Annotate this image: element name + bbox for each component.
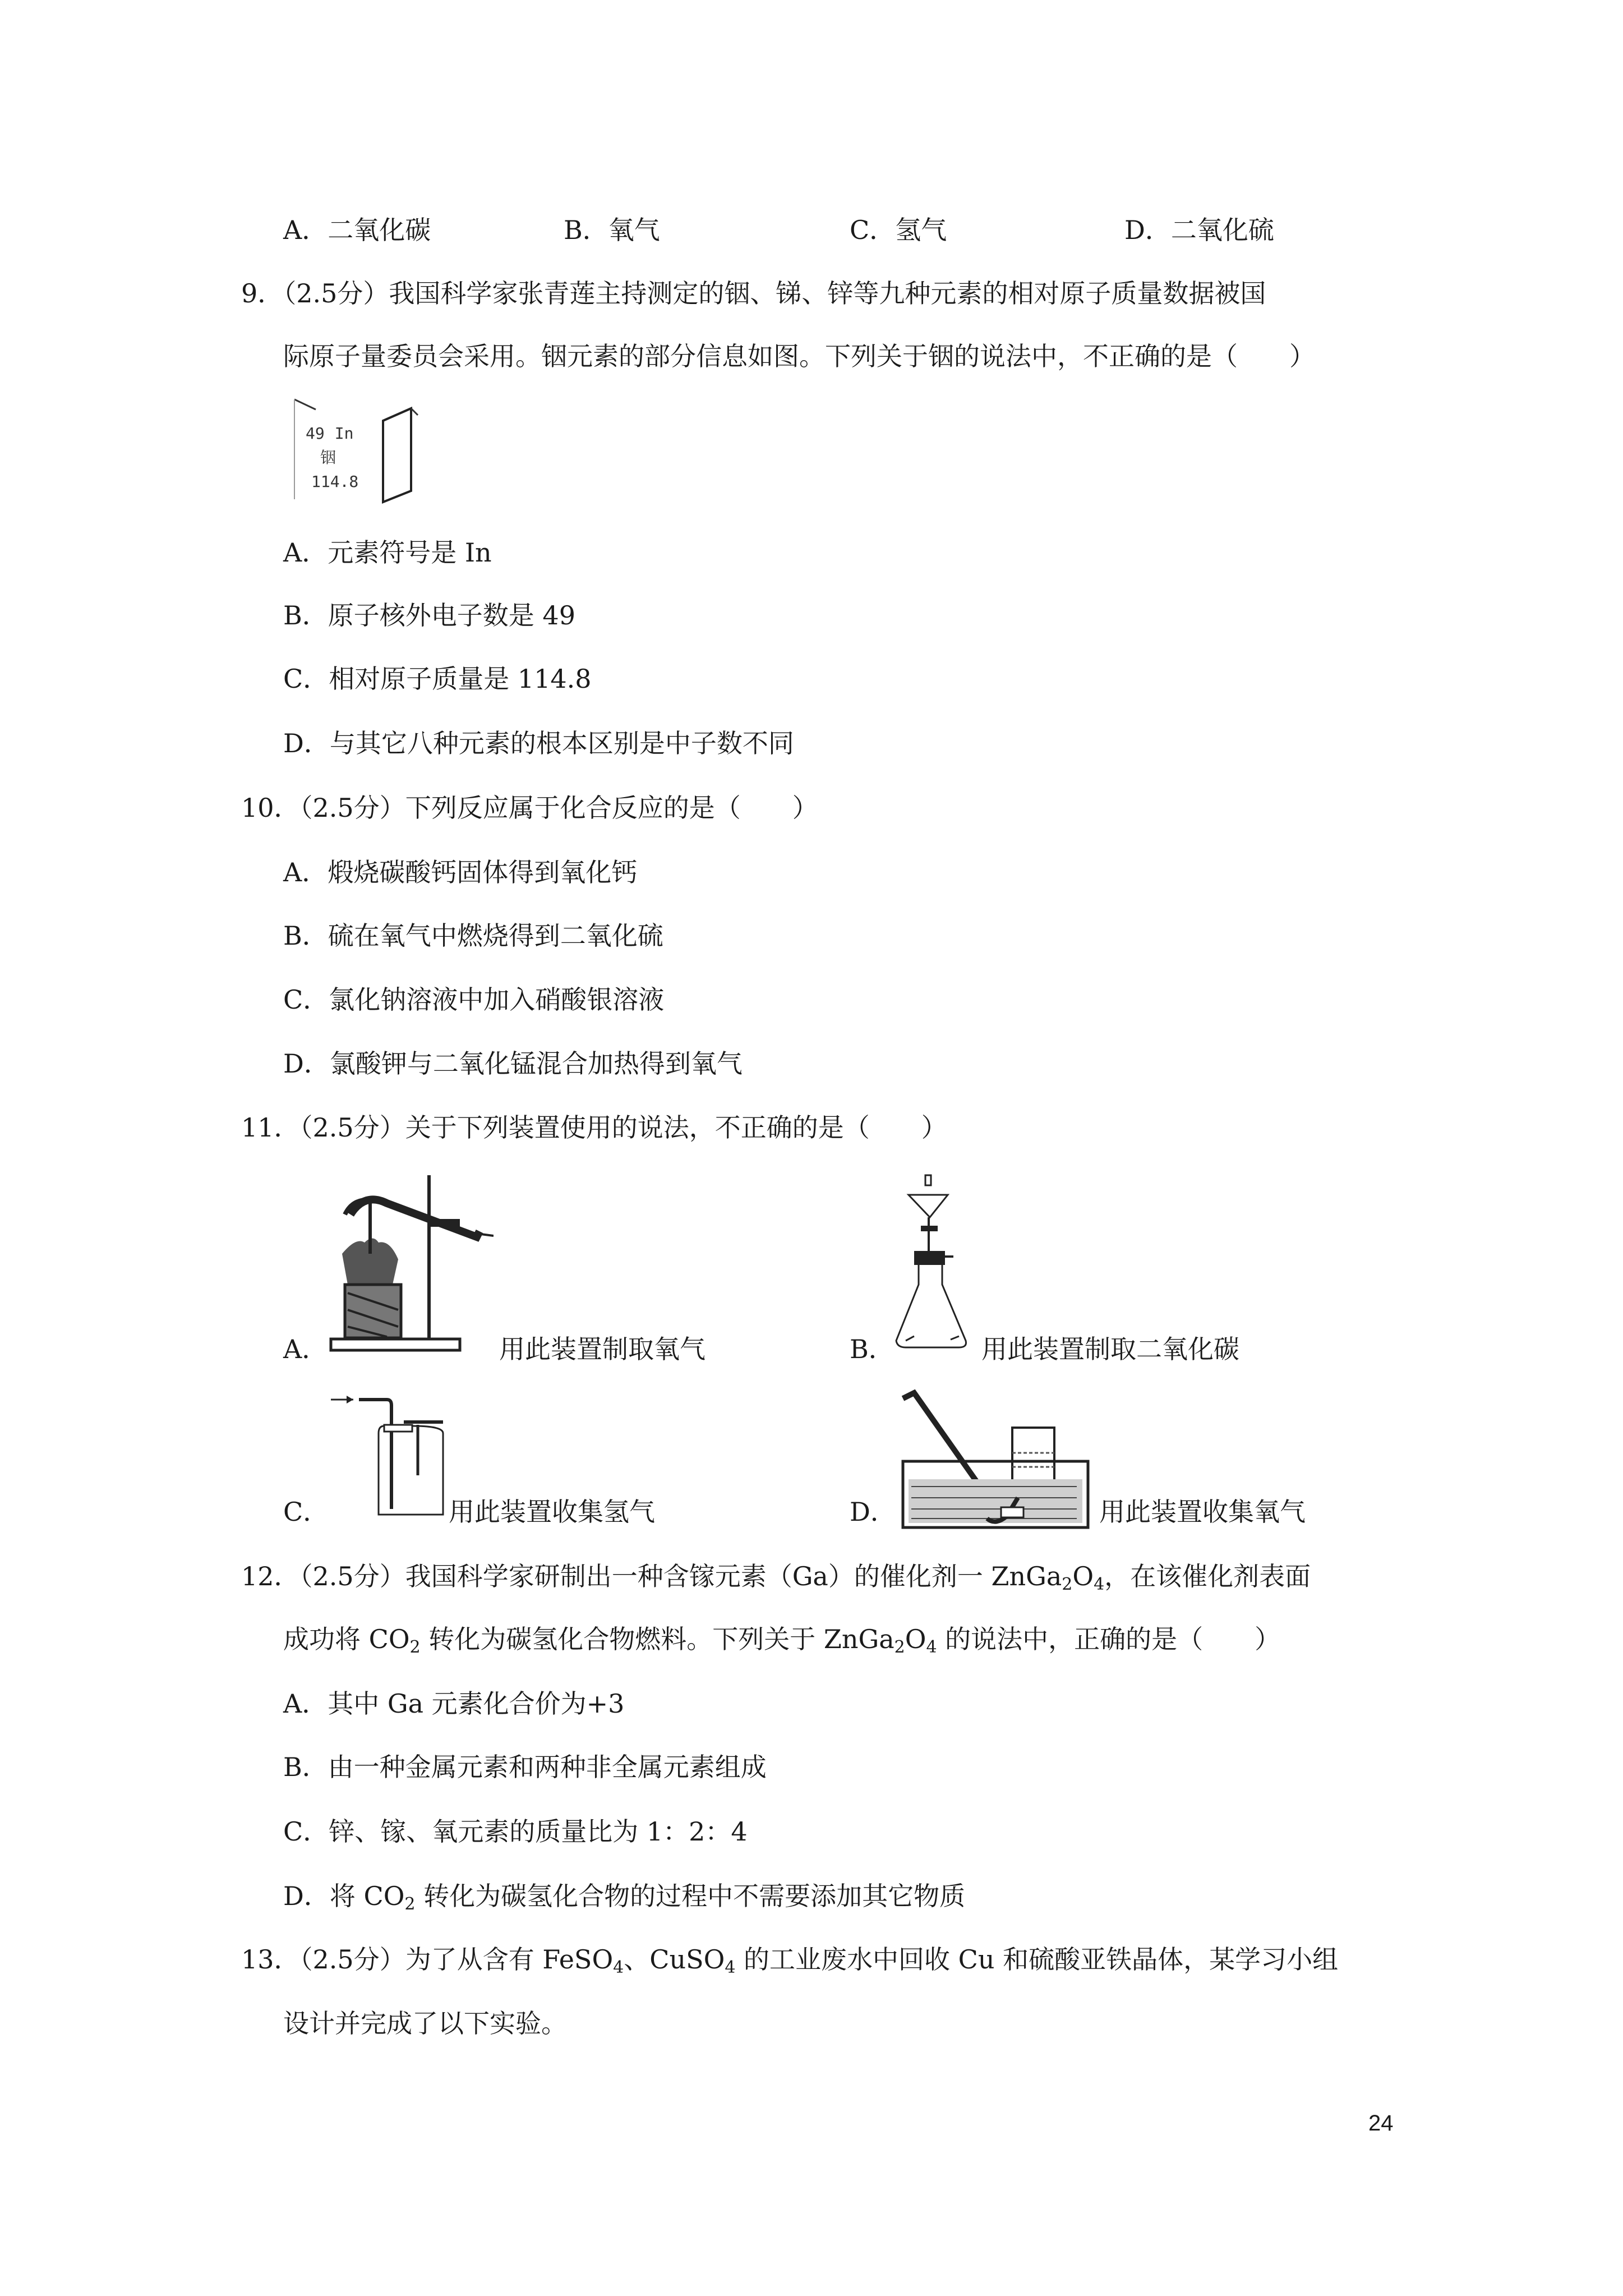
- q11-option-a-letter: A．: [283, 1334, 328, 1364]
- q10-option-d: D．氯酸钾与二氧化锰混合加热得到氧气: [283, 1048, 743, 1079]
- q8-option-b: B．氧气: [564, 215, 660, 245]
- q11-option-c-letter: C．: [283, 1497, 329, 1527]
- q11-stem: 11．（2.5分）关于下列装置使用的说法，不正确的是（ ）: [241, 1112, 947, 1143]
- q13-stem-line1: 13．（2.5分）为了从含有 FeSO$_4$、CuSO$_4$ 的工业废水中回收 Cu 和硫酸亚铁晶体，某学习小组: [241, 1944, 1339, 1977]
- q10-option-a: A．煅烧碳酸钙固体得到氧化钙: [283, 857, 638, 887]
- q10-option-b: B．硫在氧气中燃烧得到二氧化硫: [283, 921, 663, 951]
- q10-option-c: C．氯化钠溶液中加入硝酸银溶液: [283, 984, 665, 1015]
- apparatus-a-oxygen-generator-figure: [325, 1170, 494, 1355]
- q11-option-b-letter: B．: [850, 1334, 895, 1364]
- q12-stem-line1: 12．（2.5分）我国科学家研制出一种含镓元素（Ga）的催化剂一 $ZnGa_2O_4$，在该催化剂表面: [241, 1561, 1311, 1594]
- svg-text:49In: [306, 424, 353, 443]
- card-mass: 114.8: [311, 472, 359, 491]
- q8-option-d: D．二氧化硫: [1124, 215, 1274, 245]
- q9-stem-line1: 9．（2.5分）我国科学家张青莲主持测定的铟、锑、锌等九种元素的相对原子质量数据被国: [241, 278, 1266, 309]
- card-symbol: In: [334, 424, 354, 443]
- card-name: 铟: [320, 448, 336, 467]
- q11-option-b-text: 用此装置制取二氧化碳: [981, 1334, 1239, 1364]
- apparatus-c-gas-collecting-bottle-figure: [325, 1391, 449, 1526]
- q11-option-a-text: 用此装置制取氧气: [499, 1334, 706, 1364]
- q9-stem-line2: 际原子量委员会采用。铟元素的部分信息如图。下列关于铟的说法中，不正确的是（ ）: [283, 341, 1315, 371]
- q10-stem: 10．（2.5分）下列反应属于化合反应的是（ ）: [241, 793, 818, 823]
- q9-option-b: B．原子核外电子数是 49: [283, 600, 575, 631]
- indium-element-card: [283, 393, 429, 510]
- q8-option-a: A．二氧化碳: [283, 215, 431, 245]
- q11-option-d-text: 用此装置收集氧气: [1099, 1497, 1306, 1527]
- apparatus-b-co2-generator-figure: [892, 1172, 981, 1358]
- card-number: 49: [306, 424, 325, 443]
- q9-option-a: A．元素符号是 In: [283, 537, 492, 568]
- q12-option-c: C．锌、镓、氧元素的质量比为 1：2：4: [283, 1816, 748, 1847]
- q11-option-d-letter: D．: [850, 1497, 896, 1527]
- q12-stem-line2: 成功将 $CO_2$ 转化为碳氢化合物燃料。下列关于 $ZnGa_2O_4$ 的说法中，正确的是（ ）: [283, 1624, 1281, 1657]
- q9-option-c: C．相对原子质量是 114.8: [283, 664, 592, 694]
- q13-stem-line2: 设计并完成了以下实验。: [283, 2008, 567, 2039]
- q12-option-b: B．由一种金属元素和两种非全属元素组成: [283, 1752, 767, 1782]
- q9-option-d: D．与其它八种元素的根本区别是中子数不同: [283, 728, 794, 758]
- q11-option-c-text: 用此装置收集氢气: [449, 1497, 655, 1527]
- page-number: 24: [1368, 2111, 1394, 2136]
- apparatus-d-water-trough-figure: [897, 1388, 1099, 1540]
- q12-option-a: A．其中 Ga 元素化合价为+3: [283, 1688, 625, 1719]
- q8-option-c: C．氢气: [850, 215, 947, 245]
- q12-option-d: D．将 $CO_2$ 转化为碳氢化合物的过程中不需要添加其它物质: [283, 1881, 966, 1914]
